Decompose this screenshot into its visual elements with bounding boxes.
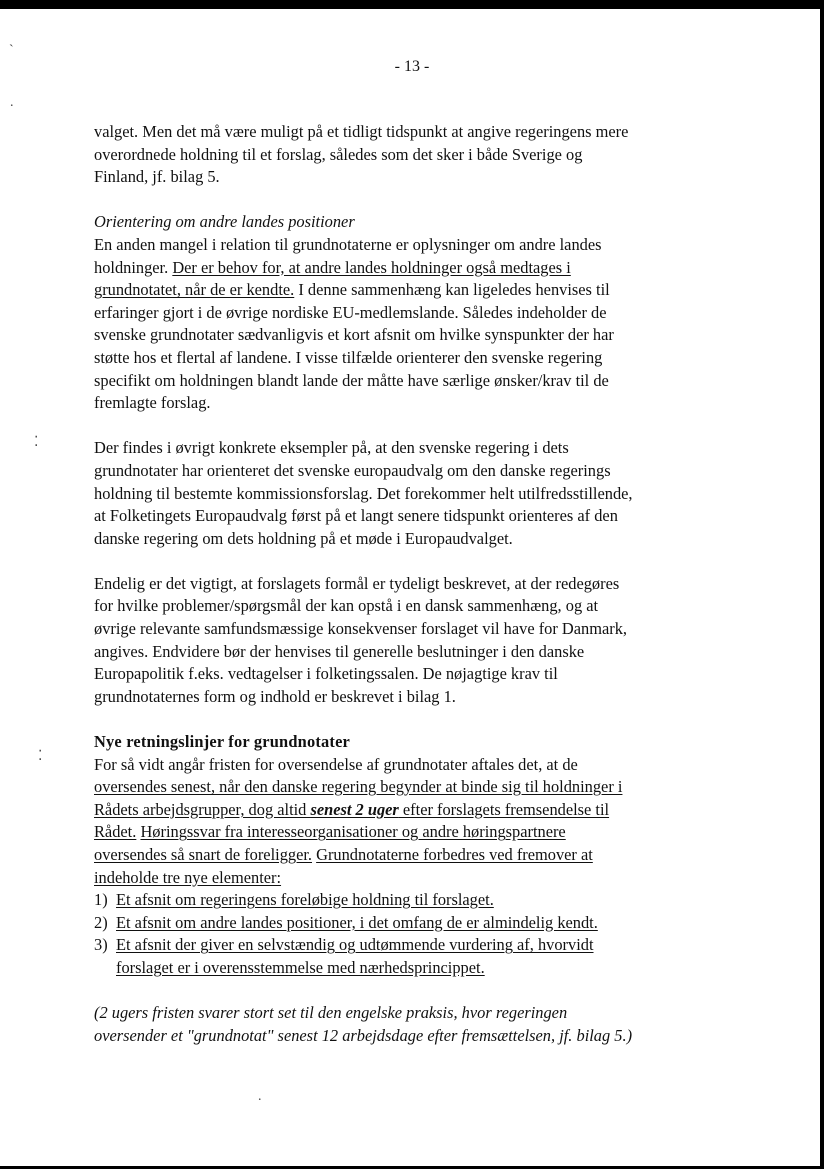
scan-speck: . — [258, 1089, 262, 1104]
list-text: Et afsnit der giver en selvstændig og udtømmende vurdering af, hvorvidt forslaget er i overensstemmelse med nærhedsprincippet. — [116, 935, 594, 977]
document-body — [94, 121, 639, 1047]
paragraph-intro: En anden mangel i relation til grundnotaterne er oplysninger om andre landes holdninger. — [94, 234, 602, 277]
paragraph-andre-landes — [94, 234, 639, 415]
paragraph-intro: For så vidt angår fristen for oversendelse af grundnotater aftales det, at de — [94, 754, 578, 774]
footnote-note: (2 ugers fristen svarer stort set til den engelske praksis, hvor regeringen oversender et "grundnotat" senest 12 arbejdsdage efter fremsættelsen, jf. bilag 5.) — [94, 1003, 633, 1045]
underlined-deadline: oversendes senest, når den danske regering begynder at binde sig til holdninger i Rådets arbejdsgrupper, dog altid — [94, 777, 623, 819]
scan-speck: ⁚ — [38, 749, 43, 764]
list-item — [94, 912, 639, 935]
scan-border-top — [0, 0, 824, 9]
page-number: - 13 - — [394, 58, 430, 75]
list-number: 1) — [94, 890, 108, 910]
underlined-emphasis: senest 2 uger — [310, 799, 399, 819]
paragraph-valget: valget. Men det må være muligt på et tidligt tidspunkt at angive regeringens mere overordnede holdning til et forslag, således som det sker i både Sverige og Finland, jf. bilag 5. — [94, 122, 629, 187]
scan-speck: ⁚ — [34, 435, 39, 450]
paragraph-frist — [94, 754, 639, 890]
paragraph-rest: I denne sammenhæng kan ligeledes henvises til erfaringer gjort i de øvrige nordiske EU-medlemslande. Således indeholder de svenske grundnotater sædvanligvis et kort afsnit om hvilke synspunkter der har støtte hos et flertal af landene. I visse tilfælde orienterer den svenske regering specifikt om holdningen blandt lande der måtte have særlige ønsker/krav til de fremlagte forslag. — [94, 280, 614, 413]
list-text: Et afsnit om regeringens foreløbige holdning til forslaget. — [116, 890, 494, 910]
scan-border-right — [820, 0, 824, 1169]
underlined-deadline-end: efter forslagets fremsendelse til Rådet. — [94, 799, 610, 842]
underlined-elements: Grundnotaterne forbedres ved fremover at indeholde tre nye elementer: — [94, 845, 593, 887]
requirements-list — [94, 889, 639, 979]
scan-speck: ˋ — [9, 43, 14, 58]
list-number: 2) — [94, 912, 108, 932]
section-heading-orientering: Orientering om andre landes positioner — [94, 212, 355, 232]
list-item — [94, 889, 639, 912]
scan-speck: . — [10, 95, 14, 110]
list-item — [94, 934, 639, 979]
list-number: 3) — [94, 935, 108, 955]
section-heading-retningslinjer: Nye retningslinjer for grundnotater — [94, 732, 351, 752]
list-text: Et afsnit om andre landes positioner, i det omfang de er almindelig kendt. — [116, 912, 598, 932]
paragraph-formaal: Endelig er det vigtigt, at forslagets formål er tydeligt beskrevet, at der redegøres for hvilke problemer/spørgsmål der kan opstå i en dansk sammenhæng, og at øvrige relevante samfundsmæssige konsekvenser forslaget vil have for Danmark, angives. Endvidere bør der henvises til generelle beslutninger i den danske Europapolitik f.eks. vedtagelser i folketingssalen. De nøjagtige krav til grundnotaternes form og indhold er beskrevet i bilag 1. — [94, 573, 627, 706]
underlined-hoeringssvar: Høringssvar fra interesseorganisationer og andre høringspartnere oversendes så snart de foreligger. — [94, 822, 566, 864]
underlined-recommendation: Der er behov for, at andre landes holdninger også medtages i grundnotatet, når de er kendte. — [94, 257, 571, 300]
paragraph-svenske-regering: Der findes i øvrigt konkrete eksempler på, at den svenske regering i dets grundnotater har orienteret det svenske europaudvalg om den danske regerings holdning til bestemte kommissionsforslag. Det forekommer helt utilfredsstillende, at Folketingets Europaudvalg først på et langt senere tidspunkt orienteres af den danske regering om dets holdning på et møde i Europaudvalget. — [94, 438, 633, 548]
